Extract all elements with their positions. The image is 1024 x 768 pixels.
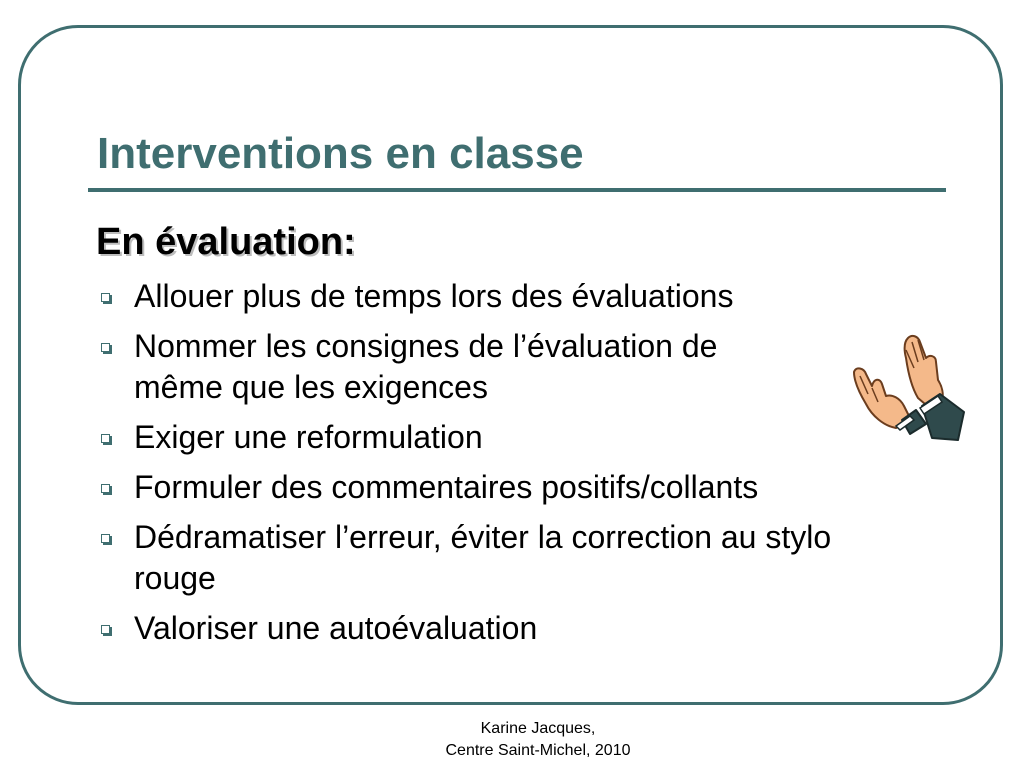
hollow-square-icon — [101, 625, 110, 634]
bullet-item — [96, 326, 916, 408]
footer-organization: Centre Saint-Michel, 2010 — [445, 742, 631, 759]
hollow-square-icon — [101, 343, 110, 352]
bullet-text: Valoriser une autoévaluation — [134, 610, 538, 646]
bullet-item — [96, 417, 916, 458]
bullet-text: Exiger une reformulation — [134, 419, 483, 455]
bullet-text: Allouer plus de temps lors des évaluations — [134, 278, 734, 314]
hollow-square-icon — [101, 484, 110, 493]
hollow-square-icon — [101, 434, 110, 443]
slide-title: Interventions en classe — [97, 129, 584, 178]
bullet-list — [96, 276, 916, 658]
title-underline — [88, 188, 946, 192]
bullet-text: Nommer les consignes de l’évaluation de même que les exigences — [134, 328, 718, 405]
footer-author: Karine Jacques, — [480, 720, 596, 737]
section-subtitle: En évaluation: — [96, 221, 356, 263]
bullet-item — [96, 608, 916, 649]
bullet-item — [96, 276, 916, 317]
hollow-square-icon — [101, 534, 110, 543]
hollow-square-icon — [101, 293, 110, 302]
bullet-item — [96, 517, 916, 599]
bullet-text: Formuler des commentaires positifs/collants — [134, 469, 759, 505]
bullet-text: Dédramatiser l’erreur, éviter la correction au stylo rouge — [134, 519, 832, 596]
clapping-hands-icon — [846, 328, 970, 452]
bullet-item — [96, 467, 916, 508]
slide-footer — [400, 718, 676, 762]
